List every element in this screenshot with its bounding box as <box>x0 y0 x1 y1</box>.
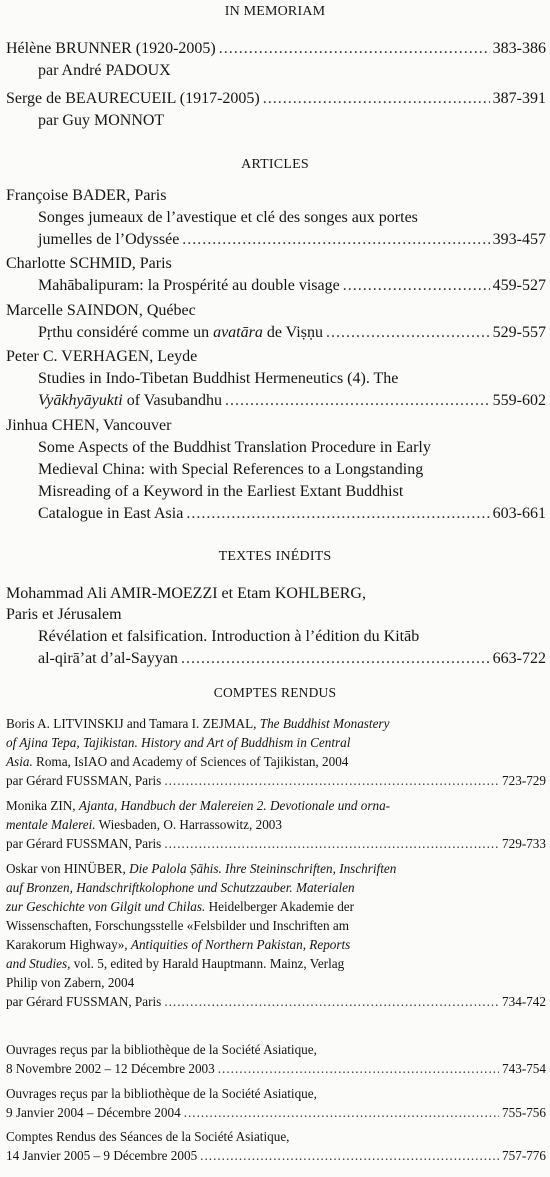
article-author: Peter C. VERHAGEN, Leyde <box>6 348 198 365</box>
article-title-line: Misreading of a Keyword in the Earliest Extant Buddhist <box>38 483 404 500</box>
page-range: 729-733 <box>502 836 546 851</box>
review-citation-line: zur Geschichte von Gilgit und Chilas. Heidelberger Akademie der <box>6 899 355 914</box>
reviewer: par Gérard FUSSMAN, Paris <box>6 994 162 1009</box>
entry-title: Serge de BEAURECUEIL (1917-2005) <box>6 90 260 107</box>
article-author: Jinhua CHEN, Vancouver <box>6 417 172 434</box>
article-title-line: Vyākhyāyukti of Vasubandhu <box>38 392 222 409</box>
review-citation-line: Philip von Zabern, 2004 <box>6 975 135 990</box>
toc-entry-bader <box>38 231 546 249</box>
dot-leader <box>200 1148 499 1164</box>
article-author: Paris et Jérusalem <box>6 606 122 623</box>
review-citation-line: auf Bronzen, Handschriftkolophone und Schutzzauber. Materialen <box>6 880 355 895</box>
dot-leader <box>186 505 489 523</box>
misc-entry-line: Comptes Rendus des Séances de la Société Asiatique, <box>6 1129 290 1144</box>
review-citation-line: Boris A. LITVINSKIJ and Tamara I. ZEJMAL, The Buddhist Monastery <box>6 716 390 731</box>
section-heading-textes-inedits: TEXTES INÉDITS <box>218 549 332 564</box>
page-range: 529-557 <box>492 324 546 341</box>
toc-entry-brunner <box>6 40 546 58</box>
article-title-line: Pṛthu considéré comme un avatāra de Viṣṇu <box>38 324 323 341</box>
review-citation-line: Wissenschaften, Forschungsstelle «Felsbilder und Inschriften am <box>6 918 350 933</box>
dot-leader <box>164 836 499 852</box>
page-range: 734-742 <box>502 994 546 1009</box>
page-range: 757-776 <box>502 1148 546 1163</box>
toc-entry-amir-moezzi <box>38 650 546 668</box>
article-title-line: Songes jumeaux de l’avestique et clé des songes aux portes <box>38 209 418 226</box>
article-title-line: Catalogue in East Asia <box>38 505 184 522</box>
article-author: Françoise BADER, Paris <box>6 187 167 204</box>
toc-entry-litvinskij <box>6 773 546 789</box>
review-citation-line: and Studies, vol. 5, edited by Harald Hauptmann. Mainz, Verlag <box>6 956 345 971</box>
misc-entry-line: Ouvrages reçus par la bibliothèque de la Société Asiatique, <box>6 1042 317 1057</box>
page-range: 755-756 <box>502 1105 546 1120</box>
page-range: 393-457 <box>492 231 546 248</box>
toc-entry-verhagen <box>38 392 546 410</box>
page-range: 663-722 <box>492 650 546 667</box>
reviewer: par Gérard FUSSMAN, Paris <box>6 773 162 788</box>
entry-author: par Guy MONNOT <box>38 112 165 129</box>
review-citation-line: Monika ZIN, Ajanta, Handbuch der Malereien 2. Devotionale und orna- <box>6 798 391 813</box>
misc-entry-line: Ouvrages reçus par la bibliothèque de la Société Asiatique, <box>6 1086 317 1101</box>
article-title-line: jumelles de l’Odyssée <box>38 231 180 248</box>
article-title-line: Some Aspects of the Buddhist Translation Procedure in Early <box>38 439 431 456</box>
article-title-line: al-qirā’at d’al-Sayyan <box>38 650 178 667</box>
toc-entry-schmid <box>38 277 546 295</box>
review-citation-line: Karakorum Highway», Antiquities of Northern Pakistan, Reports <box>6 937 351 952</box>
page-range: 723-729 <box>502 773 546 788</box>
review-citation-line: mentale Malerei. Wiesbaden, O. Harrassowitz, 2003 <box>6 817 282 832</box>
entry-author: par André PADOUX <box>38 62 171 79</box>
dot-leader <box>164 773 499 789</box>
article-title-line: Révélation et falsification. Introduction à l’édition du Kitāb <box>38 628 420 645</box>
misc-entry-line: 14 Janvier 2005 – 9 Décembre 2005 <box>6 1148 198 1163</box>
dot-leader <box>225 392 490 410</box>
toc-entry-ouvrages-2004 <box>6 1105 546 1121</box>
article-author: Mohammad Ali AMIR-MOEZZI et Etam KOHLBERG, <box>6 585 366 602</box>
page-range: 603-661 <box>492 505 546 522</box>
review-citation-line: Asia. Roma, IsIAO and Academy of Sciences of Tajikistan, 2004 <box>6 754 349 769</box>
reviewer: par Gérard FUSSMAN, Paris <box>6 836 162 851</box>
article-title-line: Medieval China: with Special References to a Longstanding <box>38 461 424 478</box>
dot-leader <box>164 994 499 1010</box>
page-range: 559-602 <box>492 392 546 409</box>
section-heading-comptes-rendus: COMPTES RENDUS <box>213 685 337 700</box>
misc-entry-line: 8 Novembre 2002 – 12 Décembre 2003 <box>6 1061 215 1076</box>
page-range: 383-386 <box>492 40 546 57</box>
page-range: 387-391 <box>492 90 546 107</box>
article-title-line: Studies in Indo-Tibetan Buddhist Hermeneutics (4). The <box>38 370 399 387</box>
toc-entry-chen <box>38 505 546 523</box>
toc-entry-beaurecueil <box>6 90 546 108</box>
dot-leader <box>263 90 490 108</box>
entry-title: Hélène BRUNNER (1920-2005) <box>6 40 216 57</box>
dot-leader <box>184 1105 499 1121</box>
article-title-line: Mahābalipuram: la Prospérité au double visage <box>38 277 340 294</box>
toc-entry-saindon <box>38 324 546 342</box>
section-heading-in-memoriam: IN MEMORIAM <box>224 4 326 19</box>
toc-entry-ouvrages-2003 <box>6 1061 546 1077</box>
dot-leader <box>182 231 489 249</box>
page-range: 459-527 <box>492 277 546 294</box>
review-citation-line: Oskar von HINÜBER, Die Palola Ṣāhis. Ihre Steininschriften, Inschriften <box>6 861 397 876</box>
article-author: Charlotte SCHMID, Paris <box>6 255 172 272</box>
page-range: 743-754 <box>502 1061 546 1076</box>
toc-entry-hinuber <box>6 994 546 1010</box>
dot-leader <box>218 1061 499 1077</box>
section-heading-articles: ARTICLES <box>241 157 309 172</box>
dot-leader <box>181 650 490 668</box>
misc-entry-line: 9 Janvier 2004 – Décembre 2004 <box>6 1105 181 1120</box>
toc-entry-seances <box>6 1148 546 1164</box>
dot-leader <box>343 277 490 295</box>
toc-entry-zin <box>6 836 546 852</box>
dot-leader <box>326 324 490 342</box>
dot-leader <box>219 40 490 58</box>
review-citation-line: of Ajina Tepa, Tajikistan. History and Art of Buddhism in Central <box>6 735 351 750</box>
article-author: Marcelle SAINDON, Québec <box>6 302 196 319</box>
